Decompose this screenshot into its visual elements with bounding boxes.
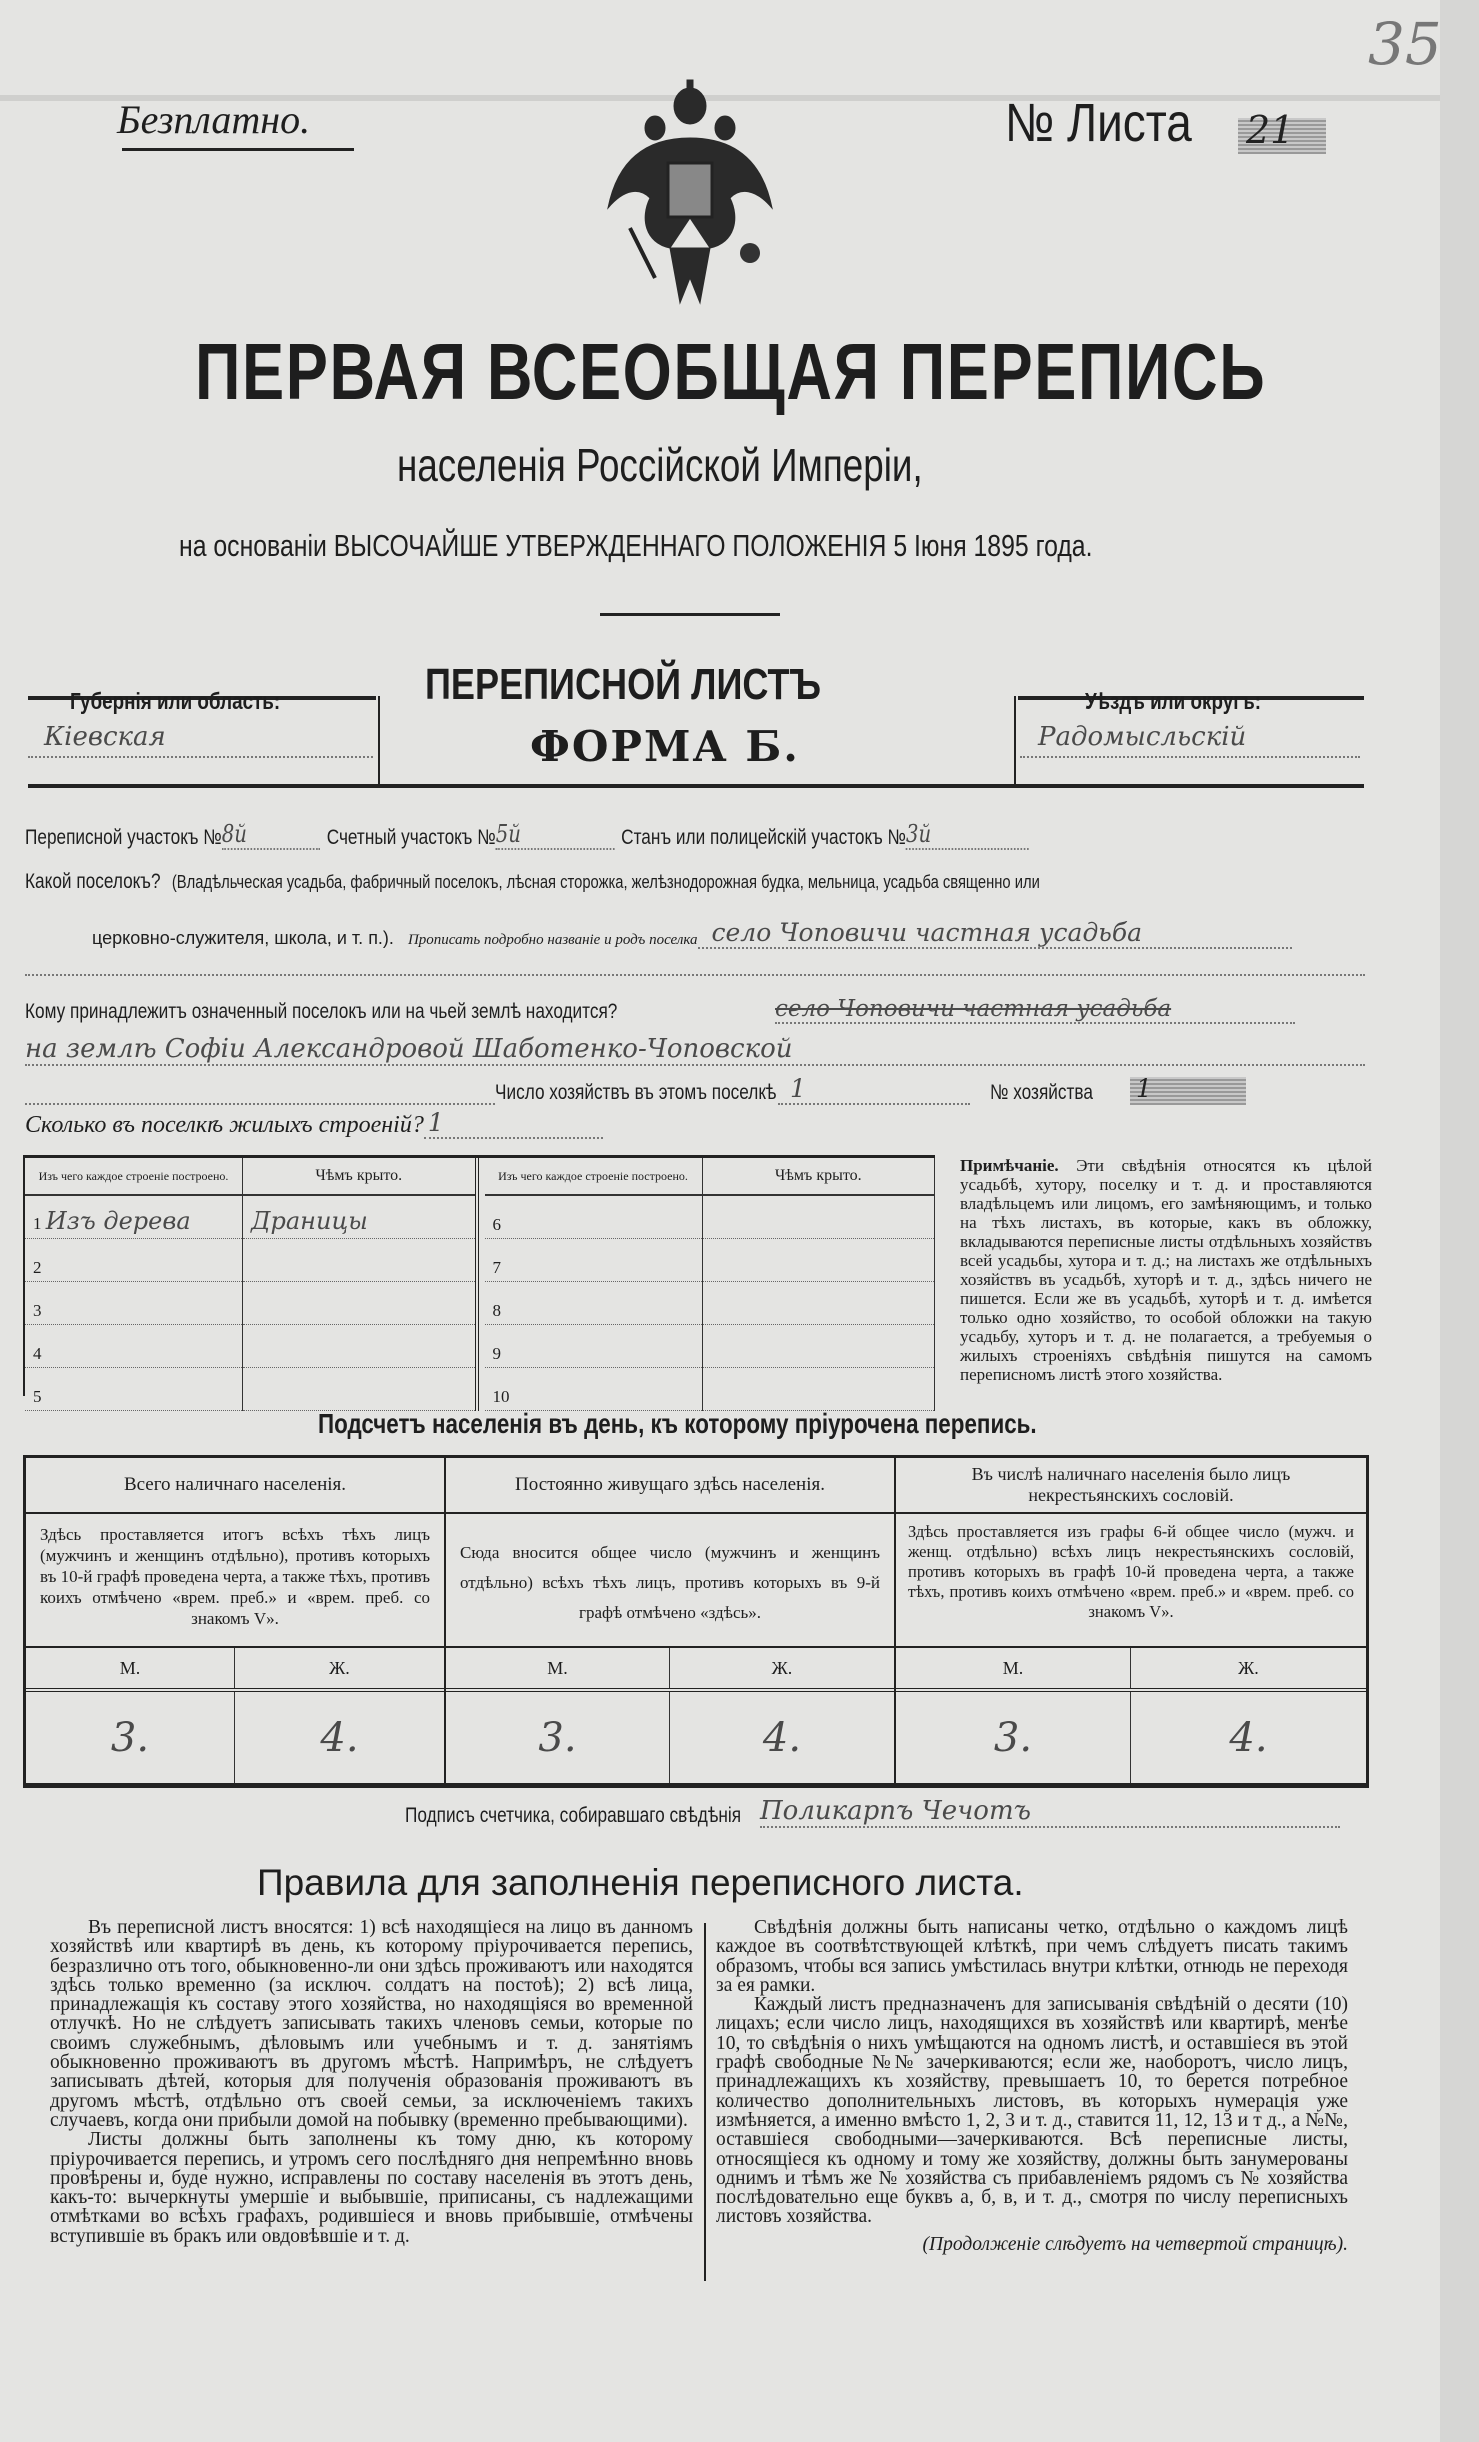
sheet-number-label: № Листа	[1005, 93, 1192, 153]
male-label: М.	[446, 1648, 670, 1688]
count-section-value[interactable]: 5й	[496, 820, 615, 850]
owner-row	[25, 996, 1295, 1024]
roof-value[interactable]	[702, 1368, 935, 1411]
row-number[interactable]: 10	[485, 1368, 703, 1411]
col-material-header: Изъ чего каждое строеніе построено.	[25, 1158, 243, 1195]
sheet-number-value: 21	[1246, 108, 1295, 152]
female-label: Ж.	[771, 1657, 793, 1678]
stan-value[interactable]: 3й	[906, 820, 1029, 850]
female-label: Ж.	[329, 1657, 350, 1678]
owner-value[interactable]: на землѣ Софіи Александровой Шаботенко-Чоповской	[25, 1034, 1365, 1066]
population-table	[23, 1455, 1369, 1788]
households-label: Число хозяйствъ въ этомъ поселкѣ	[495, 1081, 777, 1104]
buildings-value[interactable]: 1	[424, 1108, 603, 1139]
household-no-value[interactable]: 1	[1130, 1077, 1246, 1105]
buildings-table-right	[485, 1158, 936, 1411]
rules-paragraph: Въ переписной листъ вносятся: 1) всѣ находящіеся на лицо въ данномъ хозяйствѣ или квартирѣ въ день, къ которому пріурочивается перепись, безразлично отъ того, обыкновенно-ли они здѣсь проживаютъ или находятся здѣсь только временно (за исключ. солдатъ на постоѣ); 2) всѣ лица, принадлежащія къ составу этого хозяйства, но находящіяся во временной отлучкѣ. Но не слѣдуетъ записывать такихъ членовъ семьи, которые по своимъ служебнымъ, дѣловымъ или учебнымъ и т. д. занятіямъ обыкновенно проживаютъ въ другомъ мѣстѣ. Напримѣръ, не слѣдуетъ записывать дѣтей, которыя для полученія образованія проживаютъ въ другомъ мѣстѣ, отдѣльно отъ своей семьи, за исключеніемъ такихъ случаевъ, когда они прибыли домой на побывку (временно пребывающими).	[50, 1917, 693, 2131]
form-name: ФОРМА Б.	[530, 722, 800, 771]
rules-heading: Правила для заполненія переписного листа.	[257, 1862, 1024, 1903]
rules-left-column	[50, 1918, 693, 2246]
column-description: Сюда вносится общее число (мужчинъ и женщинъ отдѣльно) всѣхъ тѣхъ лицъ, противъ которыхъ въ 9-й графѣ отмѣчено «здѣсь».	[446, 1514, 894, 1648]
row-number[interactable]: 4	[25, 1325, 243, 1368]
form-title: ПЕРЕПИСНОЙ ЛИСТЪ	[425, 660, 821, 709]
col-roof-header: Чѣмъ крыто.	[243, 1158, 477, 1195]
rules-paragraph: Каждый листъ предназначенъ для записыванія свѣдѣній о десяти (10) лицахъ; если число лицъ, находящихся въ хозяйствѣ или квартирѣ, менѣе 10, то свѣдѣнія о нихъ умѣщаются на одномъ листѣ, и оставшіеся въ этой графѣ свободные №№ зачеркиваются; если же, наоборотъ, число лицъ, принадлежащихъ къ хозяйству, превышаетъ 10, то берется потребное количество дополнительныхъ листовъ, въ которыхъ нумерація уже измѣняется, а именно вмѣсто 1, 2, 3 и т. д., ставится 11, 12, 13 и т д., а №№, оставшіеся свободными—зачеркиваются. Всѣ переписные листы, относящіеся къ одному и тому же хозяйству, должны быть занумерованы однимъ и тѣмъ же № хозяйства съ прибавленіемъ рядомъ съ № хозяйства послѣдовательно еще буквъ а, б, в, и т. д., смотря по числу переписныхъ листовъ хозяйства.	[716, 1994, 1348, 2228]
rules-continued: (Продолженіе слѣдуетъ на четвертой страницѣ).	[922, 2233, 1348, 2255]
paper-margin	[1440, 0, 1479, 2442]
population-heading: Подсчетъ населенія въ день, къ которому пріурочена перепись.	[318, 1408, 1037, 1439]
row-number[interactable]: 2	[25, 1239, 243, 1282]
owner-value-struck[interactable]: село Чоповичи частная усадьба	[775, 996, 1295, 1024]
male-label: М.	[26, 1648, 235, 1688]
page-title: ПЕРВАЯ ВСЕОБЩАЯ ПЕРЕПИСЬ	[195, 327, 1267, 416]
table-row	[485, 1239, 935, 1282]
buildings-label: Сколько въ поселкѣ жилыхъ строеній?	[25, 1112, 424, 1138]
buildings-table-left	[25, 1158, 479, 1411]
col-material-header: Изъ чего каждое строеніе построено.	[485, 1158, 703, 1195]
settlement-row-2	[92, 918, 1292, 949]
stan-label: Станъ или полицейскій участокъ №	[621, 826, 907, 849]
column-description: Здѣсь проставляется изъ графы 6-й общее число (мужч. и женщ. отдѣльно) всѣхъ лицъ некрестьянскихъ сословій, противъ которыхъ въ графѣ 10-й проведена черта, а также тѣхъ, противъ коихъ отмѣчено «врем. преб.» и «врем. преб. со знакомъ V».	[896, 1514, 1366, 1648]
free-underline	[122, 148, 354, 151]
guberniya-label: Губернія или область:	[70, 688, 281, 714]
guberniya-field[interactable]	[28, 710, 373, 758]
roof-value[interactable]	[702, 1282, 935, 1325]
archive-page-number: 35	[1368, 10, 1442, 78]
row-number: 1	[33, 1214, 42, 1233]
roof-value[interactable]	[702, 1325, 935, 1368]
roof-value[interactable]: Драницы	[243, 1195, 477, 1239]
free-label: Безплатно.	[117, 97, 311, 142]
female-label: Ж.	[1238, 1657, 1259, 1678]
female-value[interactable]: 4.	[762, 1714, 802, 1761]
roof-value[interactable]	[243, 1239, 477, 1282]
right-box-divider	[1014, 696, 1016, 784]
population-col-non-peasant	[896, 1458, 1366, 1783]
table-row	[25, 1325, 477, 1368]
owner-label: Кому принадлежитъ означенный поселокъ или на чьей землѣ находится?	[25, 1000, 618, 1023]
signature-label: Подписъ счетчика, собиравшаго свѣдѣнія	[405, 1804, 742, 1827]
imperial-eagle-emblem	[600, 78, 780, 313]
roof-value[interactable]	[243, 1368, 477, 1411]
table-row	[25, 1239, 477, 1282]
count-section-label: Счетный участокъ №	[326, 826, 496, 849]
buildings-row	[25, 1108, 603, 1139]
left-box-divider	[378, 696, 380, 784]
row-number[interactable]: 7	[485, 1239, 703, 1282]
households-value[interactable]: 1	[778, 1074, 970, 1105]
sheet-number-box	[1238, 108, 1326, 154]
note-title: Примѣчаніе.	[960, 1156, 1059, 1175]
basis-line: на основаніи ВЫСОЧАЙШЕ УТВЕРЖДЕННАГО ПОЛОЖЕНІЯ 5 Іюня 1895 года.	[179, 528, 1093, 563]
row-number[interactable]: 5	[25, 1368, 243, 1411]
households-leader	[25, 1093, 495, 1105]
table-row	[485, 1195, 935, 1239]
female-value[interactable]: 4.	[1229, 1714, 1268, 1761]
household-no-label: № хозяйства	[990, 1081, 1093, 1104]
table-row	[25, 1368, 477, 1411]
settlement-hint-2: церковно-служителя, школа, и т. п.).	[92, 928, 394, 948]
title-rule	[600, 613, 780, 616]
female-value[interactable]: 4.	[320, 1714, 359, 1761]
roof-value[interactable]	[243, 1325, 477, 1368]
households-row	[25, 1074, 1246, 1105]
column-title: Всего наличнаго населенія.	[26, 1458, 444, 1514]
rules-right-column	[716, 1918, 1348, 2254]
material-value[interactable]: Изъ дерева	[45, 1207, 191, 1235]
rules-paragraph: Свѣдѣнія должны быть написаны четко, отдѣльно о каждомъ лицѣ каждое въ соотвѣтствующей клѣткѣ, при чемъ слѣдуетъ писать такимъ образомъ, чтобы вся запись умѣстилась внутри клѣтки, отнюдь не переходя за ея рамки.	[716, 1917, 1348, 1996]
roof-value[interactable]	[702, 1239, 935, 1282]
row-number[interactable]: 8	[485, 1282, 703, 1325]
settlement-label: Какой поселокъ?	[25, 870, 161, 893]
note-paragraph	[960, 1156, 1372, 1384]
buildings-table	[23, 1155, 935, 1406]
table-row	[25, 1195, 477, 1239]
male-value[interactable]: 3.	[446, 1692, 670, 1783]
row-number[interactable]: 3	[25, 1282, 243, 1325]
uezd-label: Уѣздъ или округъ:	[1085, 688, 1262, 714]
roof-value[interactable]	[243, 1282, 477, 1325]
population-col-permanent	[446, 1458, 896, 1783]
population-col-total	[26, 1458, 446, 1783]
row-number[interactable]: 9	[485, 1325, 703, 1368]
table-row	[485, 1325, 935, 1368]
note-text: Эти свѣдѣнія относятся къ цѣлой усадьбѣ, хутору, поселку и т. д. и проставляются владѣльцемъ или лицомъ, его замѣняющимъ, и только на тѣхъ листахъ, въ которые, какъ въ обложку, вкладываются переписные листы отдѣльныхъ хозяйствъ всей усадьбы, хутора и т. д.; на листахъ же отдѣльныхъ хозяйствъ въ усадьбѣ, хуторѣ и т. д., здѣсь ничего не пишется. Если же въ усадьбѣ, хуторѣ и т. д. имѣется только одно хозяйство, то особой обложки на такую усадьбу, хуторъ и т. д. не полагается, а требуемыя о жилыхъ строеніяхъ свѣдѣнія пишутся на самомъ переписномъ листѣ этого хозяйства.	[960, 1156, 1373, 1384]
census-section-value[interactable]: 8й	[222, 820, 320, 850]
column-title: Постоянно живущаго здѣсь населенія.	[446, 1458, 894, 1514]
settlement-value[interactable]: село Чоповичи частная усадьба	[698, 918, 1292, 949]
settlement-extra-line	[25, 972, 1365, 976]
male-value[interactable]: 3.	[896, 1692, 1131, 1783]
col-roof-header: Чѣмъ крыто.	[702, 1158, 935, 1195]
column-description: Здѣсь проставляется итогъ всѣхъ тѣхъ лицъ (мужчинъ и женщинъ отдѣльно), противъ которыхъ въ 10-й графѣ проведена черта, а также тѣхъ, противъ коихъ отмѣчено «врем. преб.» и «врем. преб. со знакомъ V».	[26, 1514, 444, 1648]
table-row	[485, 1368, 935, 1411]
rules-column-divider	[704, 1923, 706, 2281]
table-row	[485, 1282, 935, 1325]
signature-value[interactable]: Поликарпъ Чечотъ	[760, 1796, 1340, 1828]
settlement-hint: (Владѣльческая усадьба, фабричный поселокъ, лѣсная сторожка, желѣзнодорожная будка, мельница, усадьба священно или	[171, 872, 1040, 892]
settlement-instruction: Прописать подробно названіе и родъ поселка	[407, 932, 698, 948]
uezd-field[interactable]	[1020, 710, 1360, 758]
row-number[interactable]: 6	[485, 1195, 703, 1239]
box-bottom-rule	[28, 784, 1364, 788]
settlement-row	[25, 870, 1040, 894]
male-value[interactable]: 3.	[26, 1692, 235, 1783]
male-label: М.	[896, 1648, 1131, 1688]
guberniya-value: Кіевская	[44, 722, 166, 752]
uezd-value: Радомысльскій	[1038, 722, 1247, 752]
signature-row	[405, 1796, 1340, 1828]
census-section-label: Переписной участокъ №	[25, 826, 222, 849]
rules-paragraph: Листы должны быть заполнены къ тому дню, къ которому пріурочивается перепись, и утромъ сего послѣдняго дня непремѣнно вновь провѣрены и, буде нужно, исправлены по составу населенія въ этотъ день, какъ-то: вычеркнуты умершіе и выбывшіе, приписаны, съ надлежащими отмѣтками во всѣхъ графахъ, родившіеся и вновь прибывшіе, отмѣчены вступившіе въ бракъ или овдовѣвшіе и т. д.	[50, 2129, 693, 2247]
sections-row	[25, 820, 1029, 850]
page-subtitle: населенія Россійской Имперіи,	[397, 439, 923, 491]
roof-value[interactable]	[702, 1195, 935, 1239]
table-row	[25, 1282, 477, 1325]
column-title: Въ числѣ наличнаго населенія было лицъ некрестьянскихъ сословій.	[896, 1458, 1366, 1514]
